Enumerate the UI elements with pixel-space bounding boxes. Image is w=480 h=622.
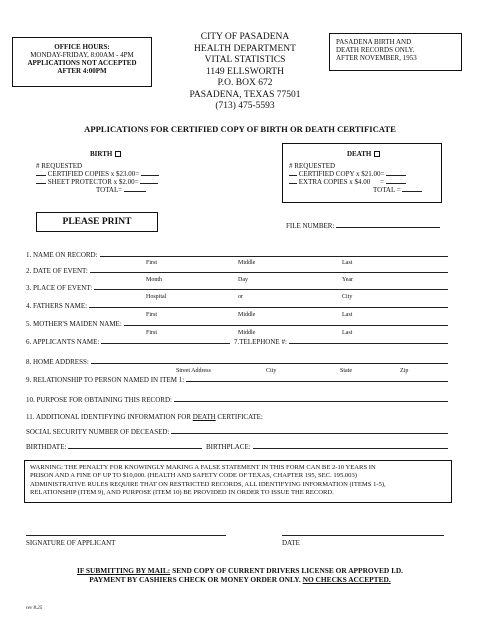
header-street: 1149 ELLSWORTH bbox=[206, 66, 284, 77]
relationship-input[interactable] bbox=[186, 381, 448, 382]
birth-item1-count-field[interactable] bbox=[36, 175, 46, 176]
records-note-box bbox=[329, 33, 462, 71]
father-sub-first: First bbox=[146, 312, 158, 318]
signature-label: SIGNATURE OF APPLICANT bbox=[26, 539, 116, 547]
death-section bbox=[289, 150, 439, 194]
office-hours-box bbox=[12, 37, 152, 87]
birth-section bbox=[36, 150, 186, 194]
please-print-box bbox=[36, 212, 158, 232]
death-item1-label: CERTIFIED COPY x $21.00= bbox=[298, 170, 385, 178]
home-address-input[interactable] bbox=[91, 363, 448, 364]
birth-item1-label: CERTIFIED COPIES x $23.00= bbox=[47, 170, 140, 178]
death-heading bbox=[347, 150, 439, 158]
father-sub-last: Last bbox=[342, 312, 353, 318]
applicants-name-input[interactable] bbox=[101, 343, 230, 344]
warning-line2: PRISON AND A FINE OF UP TO $10,000. (HEALTH AND SAFETY CODE OF TEXAS, CHAPTER 195, SEC. 195.003) bbox=[30, 472, 357, 480]
additional-death-word: DEATH bbox=[192, 413, 216, 421]
death-item2-equals: = bbox=[380, 178, 385, 186]
purpose-input[interactable] bbox=[174, 401, 448, 402]
mail-no-checks: NO CHECKS ACCEPTED. bbox=[302, 575, 391, 584]
birthplace-input[interactable] bbox=[253, 448, 448, 449]
field-name-label: 1. NAME ON RECORD: bbox=[26, 251, 98, 259]
additional-suffix: CERTIFICATE: bbox=[215, 413, 263, 421]
telephone-input[interactable] bbox=[289, 343, 448, 344]
birth-item2-row bbox=[36, 178, 186, 186]
date-sub-day: Day bbox=[238, 277, 248, 283]
field-purpose-row bbox=[26, 396, 448, 404]
file-number-field[interactable] bbox=[336, 227, 440, 228]
records-note-line1: PASADENA BIRTH AND bbox=[336, 38, 412, 46]
mail-line1-rest: SEND COPY OF CURRENT DRIVERS LICENSE OR APPROVED I.D. bbox=[170, 566, 404, 575]
field-birthdate-row bbox=[26, 443, 202, 451]
office-hours-days: MONDAY-FRIDAY, 8:00AM - 4PM bbox=[30, 51, 134, 59]
address-sub-city: City bbox=[266, 368, 277, 374]
warning-line4: RELATIONSHIP (ITEM 9), AND PURPOSE (ITEM 10) BE PROVIDED IN ORDER TO ISSUE THE RECORD. bbox=[30, 489, 334, 497]
mail-prefix: IF SUBMITTING BY MAIL: bbox=[76, 566, 171, 575]
death-total-row bbox=[373, 186, 439, 194]
field-ssn-row bbox=[26, 428, 448, 436]
death-section-box bbox=[282, 143, 442, 203]
fathers-name-input[interactable] bbox=[89, 307, 448, 308]
office-hours-title: OFFICE HOURS: bbox=[54, 43, 110, 51]
field-applicant-row bbox=[26, 338, 230, 346]
place-sub-city: City bbox=[342, 294, 353, 300]
birthdate-input[interactable] bbox=[68, 448, 202, 449]
warning-line1: WARNING: THE PENALTY FOR KNOWINGLY MAKING A FALSE STATEMENT IN THIS FORM CAN BE 2-10 YEARS IN bbox=[30, 464, 376, 471]
death-item1-row bbox=[289, 170, 439, 178]
warning-line3: ADMINISTRATIVE RULES REQUIRE THAT ON RESTRICTED RECORDS, ALL IDENTIFYING INFORMATION (ITEMS 1-5), bbox=[30, 480, 386, 488]
header-citystate: PASADENA, TEXAS 77501 bbox=[189, 89, 301, 100]
date-of-event-input[interactable] bbox=[90, 272, 448, 273]
birth-item1-row bbox=[36, 170, 186, 178]
birth-heading bbox=[90, 150, 186, 158]
field-date-label: 2. DATE OF EVENT: bbox=[26, 267, 88, 275]
mother-sub-first: First bbox=[146, 330, 158, 336]
file-number-row bbox=[286, 222, 440, 230]
birth-label: BIRTH bbox=[90, 150, 113, 158]
place-sub-or: or bbox=[238, 294, 243, 300]
office-hours-notice: APPLICATIONS NOT ACCEPTED bbox=[27, 59, 137, 67]
name-sub-middle: Middle bbox=[238, 260, 256, 266]
name-on-record-input[interactable] bbox=[100, 256, 448, 257]
death-label: DEATH bbox=[347, 150, 372, 158]
field-relationship-row bbox=[26, 376, 448, 384]
mail-line2 bbox=[0, 575, 480, 584]
field-ssn-label: SOCIAL SECURITY NUMBER OF DECEASED: bbox=[26, 428, 170, 436]
place-of-event-input[interactable] bbox=[94, 289, 448, 290]
please-print-label: PLEASE PRINT bbox=[62, 217, 132, 227]
field-mother-label: 5. MOTHER'S MAIDEN NAME: bbox=[26, 320, 122, 328]
header-pobox: P.O. BOX 672 bbox=[217, 78, 273, 88]
header-city: CITY OF PASADENA bbox=[200, 32, 290, 42]
header-phone: (713) 475-5593 bbox=[215, 101, 275, 111]
field-birthdate-label: BIRTHDATE: bbox=[26, 443, 67, 451]
mother-sub-last: Last bbox=[342, 330, 353, 336]
mail-instructions bbox=[0, 566, 480, 584]
death-checkbox[interactable] bbox=[374, 151, 380, 157]
field-address-label: 8. HOME ADDRESS: bbox=[26, 358, 89, 366]
file-number-label: FILE NUMBER: bbox=[286, 222, 335, 230]
date-sub-year: Year bbox=[342, 277, 354, 283]
field-date-row bbox=[26, 267, 448, 275]
death-item2-label: EXTRA COPIES x $4.00 bbox=[298, 178, 371, 186]
warning-box bbox=[24, 460, 452, 503]
field-place-label: 3. PLACE OF EVENT: bbox=[26, 284, 93, 292]
field-purpose-label: 10. PURPOSE FOR OBTAINING THIS RECORD: bbox=[26, 396, 172, 404]
field-applicant-label: 6. APPLICANTS NAME: bbox=[26, 338, 100, 346]
name-sub-first: First bbox=[146, 260, 158, 266]
death-item1-count-field[interactable] bbox=[289, 175, 297, 176]
header-division: VITAL STATISTICS bbox=[204, 55, 286, 65]
birth-total-field[interactable] bbox=[124, 191, 146, 192]
field-mother-row bbox=[26, 320, 448, 328]
mother-sub-middle: Middle bbox=[238, 330, 256, 336]
office-hours-cutoff: AFTER 4:00PM bbox=[57, 67, 107, 75]
header-department: HEALTH DEPARTMENT bbox=[194, 43, 296, 54]
birth-item2-label: SHEET PROTECTOR x $2.00= bbox=[47, 178, 139, 186]
birth-total-row bbox=[96, 186, 186, 194]
mail-payment: PAYMENT BY CASHIERS CHECK OR MONEY ORDER ONLY. bbox=[89, 575, 303, 584]
mail-line1 bbox=[0, 566, 480, 575]
name-sub-last: Last bbox=[342, 260, 353, 266]
birth-checkbox[interactable] bbox=[115, 151, 121, 157]
field-father-label: 4. FATHERS NAME: bbox=[26, 302, 88, 310]
death-total-field[interactable] bbox=[402, 191, 422, 192]
birth-item2-count-field[interactable] bbox=[36, 183, 46, 184]
birth-item1-amount-field[interactable] bbox=[141, 175, 159, 176]
field-telephone-label: 7.TELEPHONE #: bbox=[234, 338, 287, 346]
date-sub-month: Month bbox=[146, 277, 163, 283]
field-place-row bbox=[26, 284, 448, 292]
field-address-row bbox=[26, 358, 448, 366]
death-total-label: TOTAL = bbox=[373, 186, 401, 194]
field-relationship-label: 9. RELATIONSHIP TO PERSON NAMED IN ITEM 1: bbox=[26, 376, 185, 384]
signature-line[interactable] bbox=[26, 535, 226, 536]
form-title: APPLICATIONS FOR CERTIFIED COPY OF BIRTH OR DEATH CERTIFICATE bbox=[84, 124, 396, 134]
birth-requested: # REQUESTED bbox=[36, 162, 83, 170]
death-item2-count-field[interactable] bbox=[289, 183, 297, 184]
death-item1-amount-field[interactable] bbox=[386, 175, 406, 176]
field-additional-heading bbox=[26, 413, 263, 421]
birth-total-label: TOTAL= bbox=[96, 186, 123, 194]
death-requested: # REQUESTED bbox=[289, 162, 336, 170]
revision-mark: rev 8.25 bbox=[26, 606, 43, 611]
additional-prefix: 11. ADDITIONAL IDENTIFYING INFORMATION FOR bbox=[26, 413, 193, 421]
date-line[interactable] bbox=[282, 535, 444, 536]
field-birthplace-label: BIRTHPLACE: bbox=[206, 443, 251, 451]
field-telephone-row bbox=[234, 338, 448, 346]
field-birthplace-row bbox=[206, 443, 448, 451]
birth-item2-amount-field[interactable] bbox=[140, 183, 158, 184]
records-note-line2: DEATH RECORDS ONLY. bbox=[336, 46, 415, 54]
place-sub-hospital: Hospital bbox=[146, 294, 167, 300]
father-sub-middle: Middle bbox=[238, 312, 256, 318]
ssn-input[interactable] bbox=[171, 433, 448, 434]
records-note-line3: AFTER NOVEMBER, 1953 bbox=[336, 54, 417, 62]
address-sub-state: State bbox=[340, 368, 352, 374]
death-item2-row bbox=[289, 178, 439, 186]
field-name-row bbox=[26, 251, 448, 259]
mothers-maiden-name-input[interactable] bbox=[124, 325, 448, 326]
date-label: DATE bbox=[282, 539, 300, 547]
death-item2-amount-field[interactable] bbox=[386, 183, 406, 184]
address-sub-zip: Zip bbox=[400, 368, 409, 374]
field-father-row bbox=[26, 302, 448, 310]
department-header bbox=[160, 32, 330, 113]
address-sub-street: Street Address bbox=[176, 368, 211, 374]
